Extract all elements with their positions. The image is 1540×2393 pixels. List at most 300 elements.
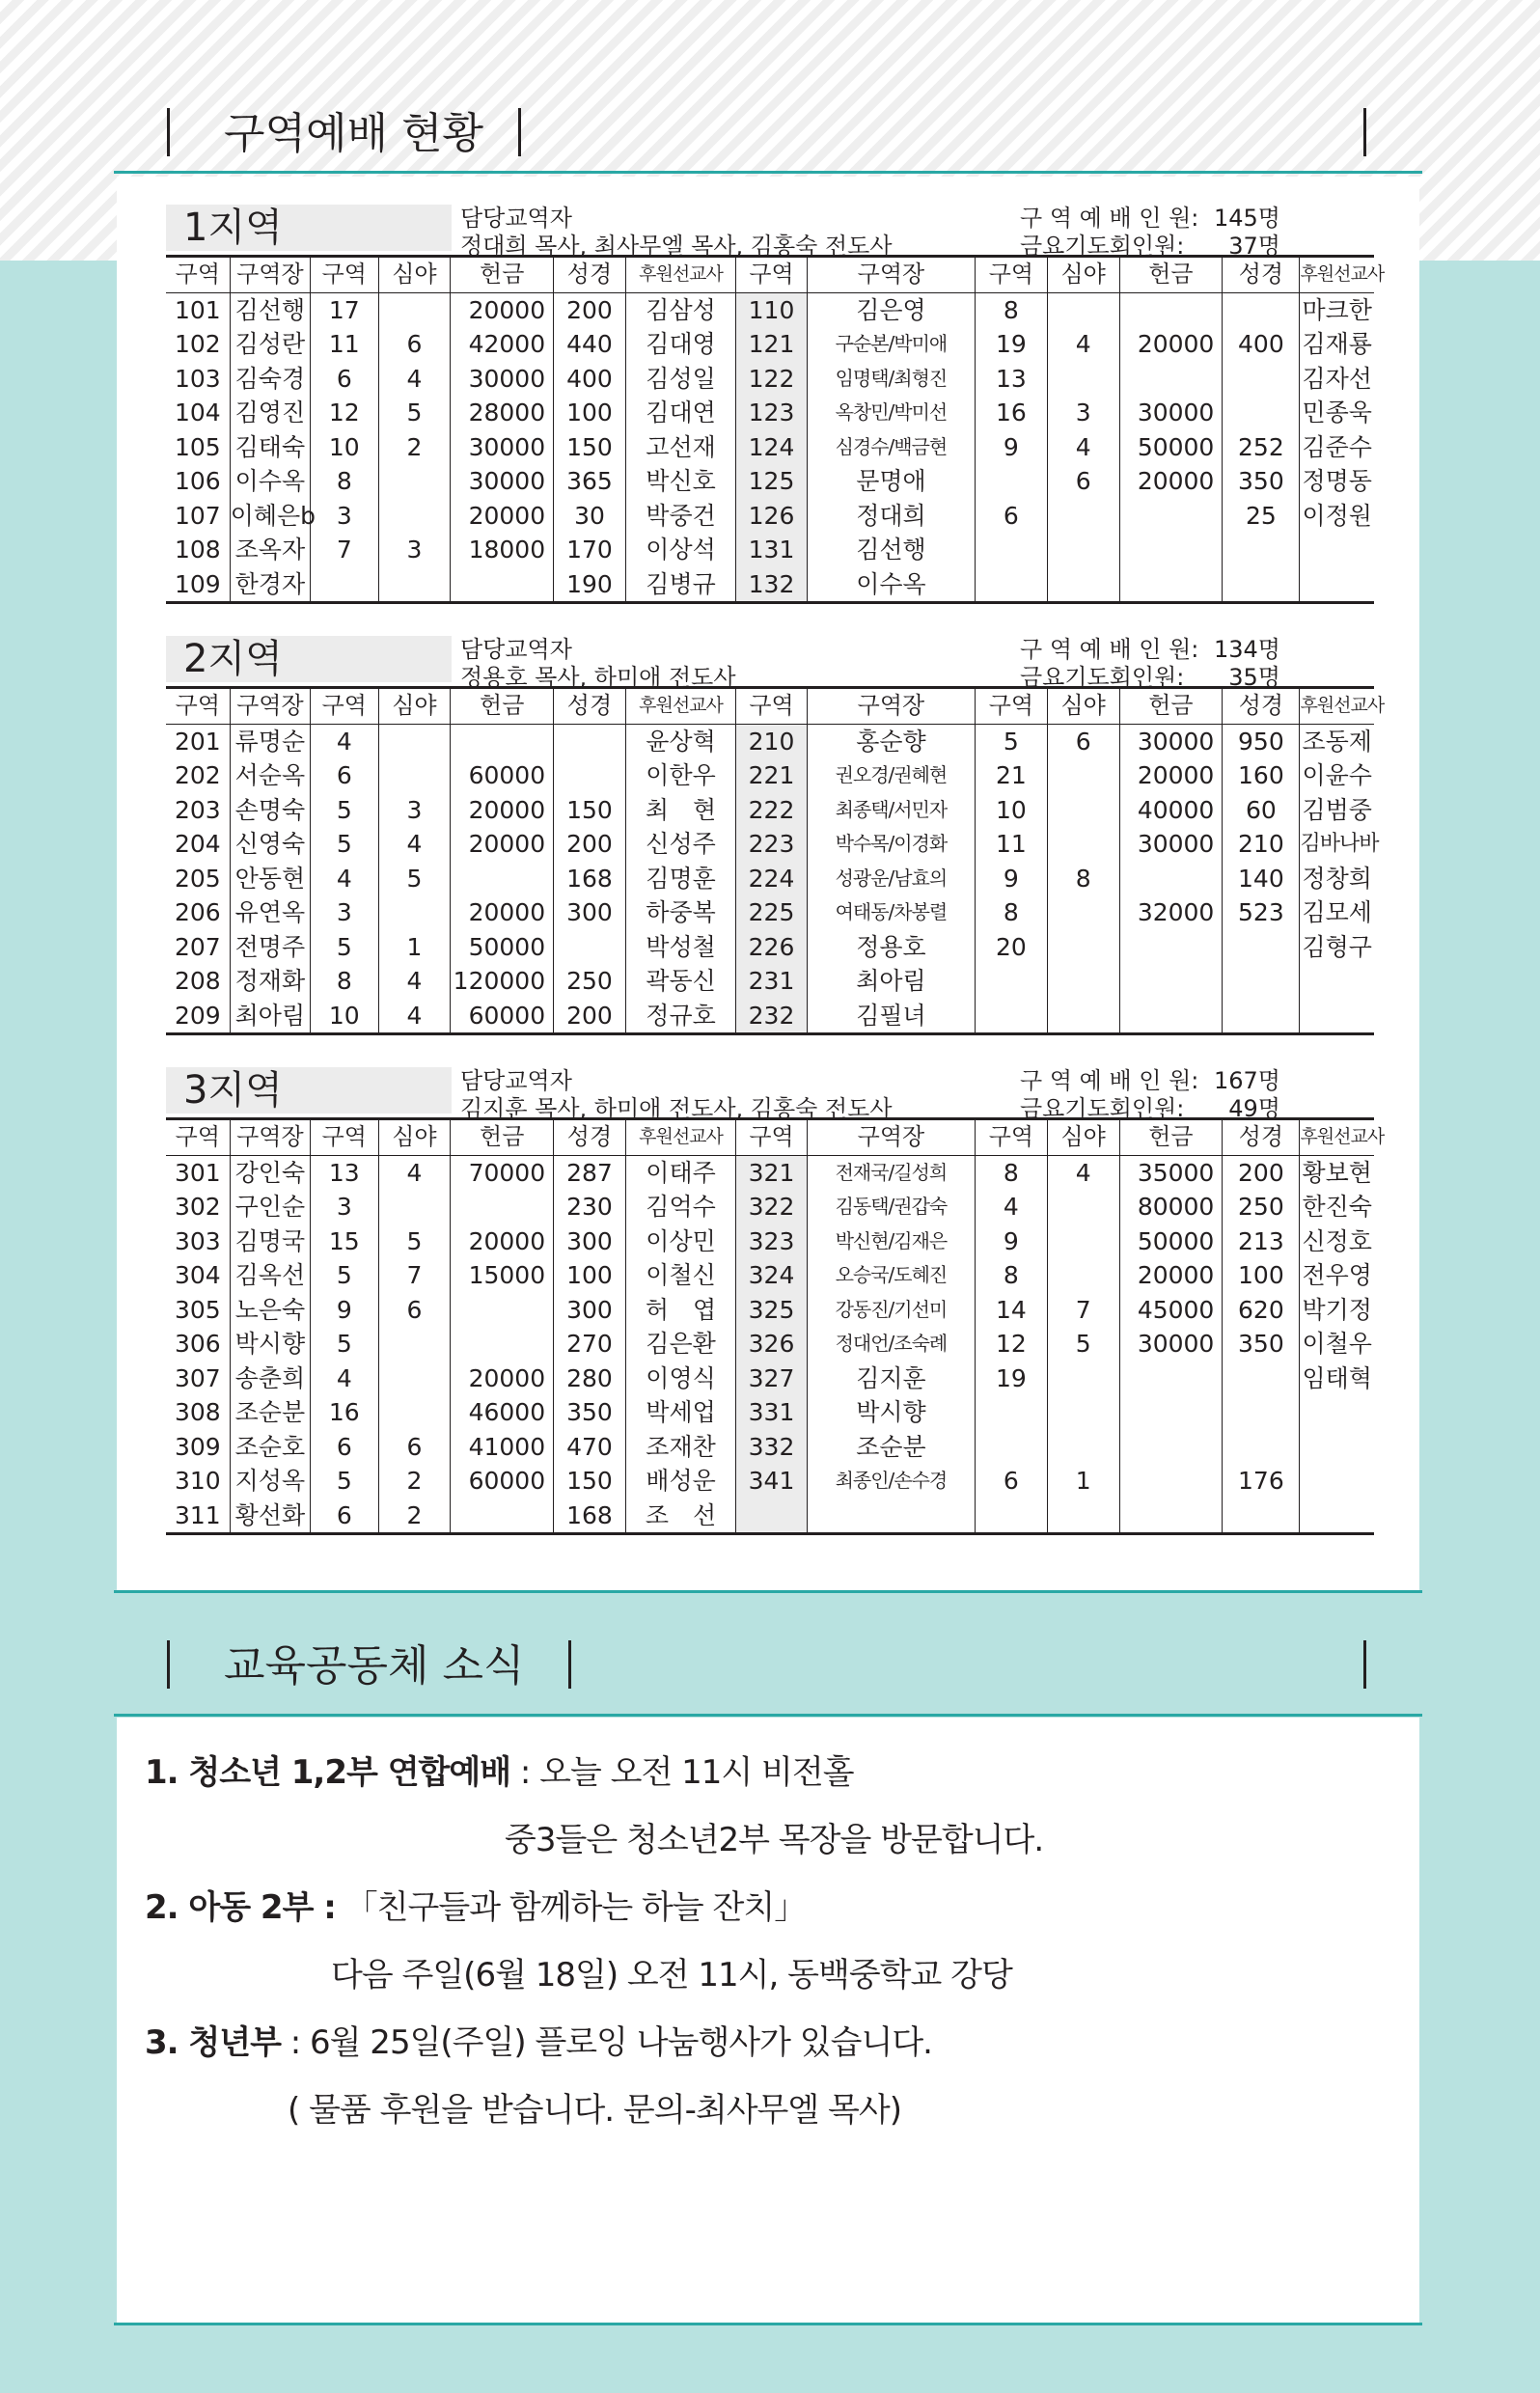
table-cell: 327 [736, 1362, 808, 1396]
table-cell: 박기정 [1302, 1295, 1372, 1324]
table-cell: 1 [378, 930, 451, 965]
table-cell: 5 [378, 1224, 451, 1259]
table-cell: 224 [736, 862, 808, 896]
column-header: 구역장 [807, 1119, 975, 1156]
news-item-1-text: : 오늘 오전 11시 비전홀 [510, 1753, 854, 1792]
table-cell [311, 567, 379, 603]
column-header: 구역 [311, 257, 379, 293]
table-cell [1047, 1258, 1119, 1293]
table-cell [1223, 1499, 1300, 1534]
education-news-panel [117, 1718, 1419, 2323]
table-cell: 30 [554, 499, 626, 534]
table-cell: 최종택/서민자 [807, 793, 975, 828]
table-cell: 정용호 [807, 930, 975, 965]
column-header: 후원선교사 [1300, 688, 1374, 725]
table-row [166, 964, 1374, 999]
table-cell: 이영식 [625, 1362, 735, 1396]
table-cell [1119, 567, 1223, 603]
table-cell: 3 [311, 499, 379, 534]
table-row [166, 827, 1374, 862]
news-item-3 [145, 2022, 932, 2064]
table-cell: 6 [378, 327, 451, 362]
header-divider-left [167, 108, 170, 156]
table-cell: 20 [976, 930, 1048, 965]
table-row [166, 930, 1374, 965]
table-cell: 5 [311, 930, 379, 965]
table-cell: 8 [976, 895, 1048, 930]
pastor-label: 담당교역자 [460, 636, 572, 663]
table-row [166, 1155, 1374, 1190]
table-cell [1223, 999, 1300, 1034]
table-cell [1047, 567, 1119, 603]
table-row [166, 1464, 1374, 1499]
table-cell: 5 [311, 793, 379, 828]
column-header: 구역 [166, 1119, 230, 1156]
table-cell: 280 [554, 1362, 626, 1396]
table-cell: 전재국/길성희 [807, 1155, 975, 1190]
table-cell: 221 [736, 758, 808, 793]
table-cell: 206 [166, 895, 230, 930]
table-cell: 김동택/권갑숙 [807, 1190, 975, 1224]
table-cell [1300, 1430, 1374, 1465]
table-cell [1119, 862, 1223, 896]
table-header-row [166, 688, 1374, 725]
table-cell: 손명숙 [230, 793, 310, 828]
section-underline [114, 171, 1422, 174]
table-cell [378, 499, 451, 534]
table-cell [1119, 964, 1223, 999]
table-cell: 13 [976, 362, 1048, 397]
table-cell [1047, 1224, 1119, 1259]
table-cell [451, 862, 554, 896]
table-cell: 5 [311, 1258, 379, 1293]
table-cell: 여태동/차봉렬 [807, 895, 975, 930]
table-cell: 14 [976, 1293, 1048, 1328]
table-cell: 305 [166, 1293, 230, 1328]
section-title: 교육공동체 소식 [224, 1641, 525, 1691]
table-cell: 32000 [1119, 895, 1223, 930]
news-item-2-line2: 다음 주일(6월 18일) 오전 11시, 동백중학교 강당 [331, 1956, 1012, 1994]
column-header: 성경 [1223, 257, 1300, 293]
friday-prayer-value: 37명 [1228, 233, 1280, 260]
column-header: 구역 [311, 688, 379, 725]
table-cell: 200 [554, 292, 626, 327]
column-header: 심야 [1047, 688, 1119, 725]
table-cell: 17 [311, 292, 379, 327]
table-cell: 20000 [451, 793, 554, 828]
table-cell: 8 [1047, 862, 1119, 896]
table-cell: 마크한 [1302, 295, 1372, 324]
table-cell [976, 1499, 1048, 1534]
table-row [166, 396, 1374, 430]
table-cell: 황보현 [1302, 1158, 1372, 1187]
table-cell [1047, 292, 1119, 327]
pastor-names: 정대희 목사, 최사무엘 목사, 김홍숙 전도사 [460, 233, 893, 260]
table-cell: 신영숙 [230, 827, 310, 862]
table-cell [1047, 895, 1119, 930]
table-cell: 6 [976, 499, 1048, 534]
table-row [166, 1395, 1374, 1430]
table-cell [1119, 930, 1223, 965]
table-cell: 8 [976, 1258, 1048, 1293]
table-cell: 30000 [451, 464, 554, 499]
table-cell [378, 1362, 451, 1396]
table-row [166, 1430, 1374, 1465]
column-header: 후원선교사 [625, 1119, 735, 1156]
table-cell: 정명동 [1302, 467, 1372, 496]
table-cell: 6 [311, 1430, 379, 1465]
table-cell [1300, 999, 1374, 1034]
table-row [166, 533, 1374, 567]
table-cell [554, 930, 626, 965]
table-cell: 김은환 [625, 1327, 735, 1362]
table-cell: 정창희 [1302, 864, 1372, 893]
column-header: 헌금 [451, 1119, 554, 1156]
table-cell [451, 1190, 554, 1224]
table-cell: 168 [554, 1499, 626, 1534]
table-cell: 조동제 [1302, 727, 1372, 756]
table-cell: 230 [554, 1190, 626, 1224]
news-item-1-title: 1. 청소년 1,2부 연합예배 [145, 1753, 511, 1792]
column-header: 구역 [976, 688, 1048, 725]
column-header: 구역장 [807, 257, 975, 293]
table-cell: 9 [976, 1224, 1048, 1259]
table-cell: 2 [378, 1499, 451, 1534]
table-cell [1119, 533, 1223, 567]
table-cell: 30000 [1119, 827, 1223, 862]
table-cell [1223, 964, 1300, 999]
table-cell: 유연옥 [230, 895, 310, 930]
region-1 [166, 183, 1385, 604]
column-header: 구역 [166, 688, 230, 725]
table-cell: 6 [378, 1430, 451, 1465]
table-cell: 100 [554, 1258, 626, 1293]
table-cell: 6 [311, 1499, 379, 1534]
table-cell: 306 [166, 1327, 230, 1362]
table-cell: 301 [166, 1155, 230, 1190]
table-cell [1223, 362, 1300, 397]
table-cell [1047, 362, 1119, 397]
table-cell: 126 [736, 499, 808, 534]
table-cell: 15 [311, 1224, 379, 1259]
table-cell [1119, 1464, 1223, 1499]
table-cell: 12 [976, 1327, 1048, 1362]
table-cell: 안동현 [230, 862, 310, 896]
table-cell: 321 [736, 1155, 808, 1190]
table-cell [378, 1395, 451, 1430]
table-cell [1300, 1395, 1374, 1430]
table-cell: 배성운 [625, 1464, 735, 1499]
worship-count-label: 구 역 예 배 인 원: [1020, 205, 1199, 232]
table-cell: 200 [554, 827, 626, 862]
region-name: 1지역 [166, 205, 452, 251]
table-cell: 김재룡 [1302, 330, 1372, 359]
table-cell: 232 [736, 999, 808, 1034]
table-cell [1300, 1499, 1374, 1534]
table-cell: 28000 [451, 396, 554, 430]
table-cell: 8 [976, 1155, 1048, 1190]
table-cell: 조순호 [230, 1430, 310, 1465]
table-cell: 정대희 [807, 499, 975, 534]
table-cell [976, 567, 1048, 603]
pastor-label: 담당교역자 [460, 205, 572, 232]
news-item-3-title: 3. 청년부 [145, 2023, 281, 2062]
table-cell: 4 [1047, 327, 1119, 362]
table-cell: 홍순향 [807, 724, 975, 758]
column-header: 헌금 [1119, 1119, 1223, 1156]
table-cell: 324 [736, 1258, 808, 1293]
table-cell: 7 [1047, 1293, 1119, 1328]
table-cell: 5 [976, 724, 1048, 758]
table-cell: 20000 [451, 827, 554, 862]
table-row [166, 567, 1374, 603]
table-cell: 4 [378, 1155, 451, 1190]
table-cell: 4 [378, 999, 451, 1034]
table-cell [976, 1430, 1048, 1465]
table-cell: 최아림 [807, 964, 975, 999]
table-cell: 225 [736, 895, 808, 930]
table-cell: 김태숙 [230, 430, 310, 465]
table-cell [554, 758, 626, 793]
column-header: 헌금 [1119, 688, 1223, 725]
table-header-row [166, 257, 1374, 293]
table-cell: 김성란 [230, 327, 310, 362]
section-underline [114, 1714, 1422, 1717]
table-cell: 4 [378, 827, 451, 862]
table-cell: 25 [1223, 499, 1300, 534]
table-cell: 176 [1223, 1464, 1300, 1499]
table-cell: 강동진/기선미 [807, 1293, 975, 1328]
table-cell: 350 [1223, 1327, 1300, 1362]
table-cell: 4 [378, 362, 451, 397]
table-cell: 60 [1223, 793, 1300, 828]
table-cell: 20000 [451, 1224, 554, 1259]
table-cell: 250 [554, 964, 626, 999]
table-cell: 이윤수 [1302, 761, 1372, 790]
table-cell: 122 [736, 362, 808, 397]
header-divider-left [167, 1640, 170, 1689]
table-cell: 60000 [451, 1464, 554, 1499]
table-cell: 168 [554, 862, 626, 896]
table-cell: 송춘희 [230, 1362, 310, 1396]
table-cell [736, 1499, 808, 1534]
table-cell: 110 [736, 292, 808, 327]
table-row [166, 1362, 1374, 1396]
table-cell: 309 [166, 1430, 230, 1465]
header-divider-right [1363, 1640, 1366, 1689]
table-cell: 9 [976, 430, 1048, 465]
table-cell: 3 [1047, 396, 1119, 430]
table-cell [378, 1327, 451, 1362]
table-cell: 최 현 [625, 793, 735, 828]
column-header: 후원선교사 [1300, 257, 1374, 293]
table-cell: 이철신 [625, 1258, 735, 1293]
column-header: 구역 [736, 688, 808, 725]
table-cell: 조순분 [230, 1395, 310, 1430]
table-cell: 6 [311, 362, 379, 397]
table-cell: 131 [736, 533, 808, 567]
table-cell: 120000 [451, 964, 554, 999]
table-cell: 250 [1223, 1190, 1300, 1224]
table-cell: 190 [554, 567, 626, 603]
table-cell [378, 758, 451, 793]
section-header-education-news [0, 1629, 1540, 1706]
table-cell: 박중건 [625, 499, 735, 534]
column-header: 구역 [736, 1119, 808, 1156]
table-cell: 16 [976, 396, 1048, 430]
table-header-row [166, 1119, 1374, 1156]
news-item-3-text: : 6월 25일(주일) 플로잉 나눔행사가 있습니다. [280, 2023, 932, 2062]
table-cell: 365 [554, 464, 626, 499]
table-cell: 김모세 [1302, 898, 1372, 927]
table-cell: 정대언/조숙례 [807, 1327, 975, 1362]
table-cell: 박신현/김재은 [807, 1224, 975, 1259]
table-cell: 옥창민/박미선 [807, 396, 975, 430]
column-header: 성경 [1223, 1119, 1300, 1156]
table-cell: 304 [166, 1258, 230, 1293]
news-item-3-line2: ( 물품 후원을 받습니다. 문의-최사무엘 목사) [288, 2091, 901, 2130]
table-cell [1300, 567, 1374, 603]
table-cell: 김병규 [625, 567, 735, 603]
table-cell: 3 [311, 1190, 379, 1224]
table-cell: 하중복 [625, 895, 735, 930]
district-table [166, 1117, 1385, 1535]
table-cell: 박시향 [230, 1327, 310, 1362]
table-cell [554, 724, 626, 758]
table-cell: 김억수 [625, 1190, 735, 1224]
table-cell: 12 [311, 396, 379, 430]
friday-prayer-value: 35명 [1228, 664, 1280, 691]
table-cell: 8 [311, 964, 379, 999]
table-cell: 노은숙 [230, 1293, 310, 1328]
table-cell: 303 [166, 1224, 230, 1259]
table-cell: 6 [1047, 464, 1119, 499]
table-cell: 김대영 [625, 327, 735, 362]
table-row [166, 362, 1374, 397]
column-header: 성경 [554, 257, 626, 293]
table-cell [1119, 1430, 1223, 1465]
table-cell: 104 [166, 396, 230, 430]
table-cell: 5 [311, 1464, 379, 1499]
column-header: 구역 [166, 257, 230, 293]
table-cell: 4 [311, 1362, 379, 1396]
table-cell: 210 [1223, 827, 1300, 862]
table-cell: 1 [1047, 1464, 1119, 1499]
table-cell: 8 [976, 292, 1048, 327]
table-cell [1119, 1362, 1223, 1396]
table-cell: 108 [166, 533, 230, 567]
table-cell: 204 [166, 827, 230, 862]
table-cell: 김대연 [625, 396, 735, 430]
news-item-2 [145, 1886, 806, 1929]
table-cell [451, 1293, 554, 1328]
table-cell: 3 [378, 533, 451, 567]
table-cell: 황선화 [230, 1499, 310, 1534]
worship-count-label: 구 역 예 배 인 원: [1020, 636, 1199, 663]
table-cell: 김성일 [625, 362, 735, 397]
table-cell [1223, 930, 1300, 965]
table-cell [1223, 292, 1300, 327]
table-cell [1047, 758, 1119, 793]
table-cell: 조재찬 [625, 1430, 735, 1465]
table-cell: 박성철 [625, 930, 735, 965]
table-cell: 350 [554, 1395, 626, 1430]
region-header [166, 183, 1374, 260]
table-cell: 구순본/박미애 [807, 327, 975, 362]
table-cell: 60000 [451, 758, 554, 793]
table-cell [1223, 1395, 1300, 1430]
table-cell: 470 [554, 1430, 626, 1465]
table-row [166, 1224, 1374, 1259]
table-cell: 46000 [451, 1395, 554, 1430]
table-cell [1119, 1395, 1223, 1430]
table-cell: 125 [736, 464, 808, 499]
district-table [166, 686, 1385, 1035]
region-name: 2지역 [166, 636, 452, 682]
table-cell: 323 [736, 1224, 808, 1259]
table-cell: 50000 [1119, 1224, 1223, 1259]
table-cell: 10 [311, 430, 379, 465]
table-cell: 정재화 [230, 964, 310, 999]
table-cell: 20000 [1119, 1258, 1223, 1293]
table-row [166, 895, 1374, 930]
table-cell [1047, 999, 1119, 1034]
table-cell: 임명택/최형진 [807, 362, 975, 397]
table-cell: 270 [554, 1327, 626, 1362]
table-cell: 300 [554, 1224, 626, 1259]
table-cell: 15000 [451, 1258, 554, 1293]
table-cell: 203 [166, 793, 230, 828]
table-cell: 300 [554, 1293, 626, 1328]
table-cell [1047, 1395, 1119, 1430]
table-cell: 341 [736, 1464, 808, 1499]
table-cell: 9 [311, 1293, 379, 1328]
table-cell: 5 [378, 396, 451, 430]
table-cell: 200 [554, 999, 626, 1034]
table-cell [1119, 499, 1223, 534]
table-cell: 20000 [451, 499, 554, 534]
table-cell: 140 [1223, 862, 1300, 896]
friday-prayer-label: 금요기도회인원: [1020, 1095, 1185, 1122]
table-cell: 30000 [1119, 1327, 1223, 1362]
table-cell [451, 567, 554, 603]
table-cell [1223, 533, 1300, 567]
table-cell: 7 [311, 533, 379, 567]
table-cell: 2 [378, 1464, 451, 1499]
table-cell [1223, 1430, 1300, 1465]
table-cell: 121 [736, 327, 808, 362]
table-cell [1300, 533, 1374, 567]
table-cell [1223, 567, 1300, 603]
table-cell: 231 [736, 964, 808, 999]
news-item-2-title: 2. 아동 2부 : [145, 1888, 336, 1927]
table-cell: 400 [554, 362, 626, 397]
table-row [166, 1499, 1374, 1534]
table-cell: 지성옥 [230, 1464, 310, 1499]
table-cell: 252 [1223, 430, 1300, 465]
table-cell: 222 [736, 793, 808, 828]
table-cell: 조옥자 [230, 533, 310, 567]
table-cell: 106 [166, 464, 230, 499]
table-cell: 최아림 [230, 999, 310, 1034]
table-cell [1047, 793, 1119, 828]
table-cell: 6 [1047, 724, 1119, 758]
column-header: 후원선교사 [625, 257, 735, 293]
table-cell: 이철우 [1302, 1330, 1372, 1359]
table-cell [1300, 964, 1374, 999]
table-cell [1119, 999, 1223, 1034]
table-cell [1047, 930, 1119, 965]
